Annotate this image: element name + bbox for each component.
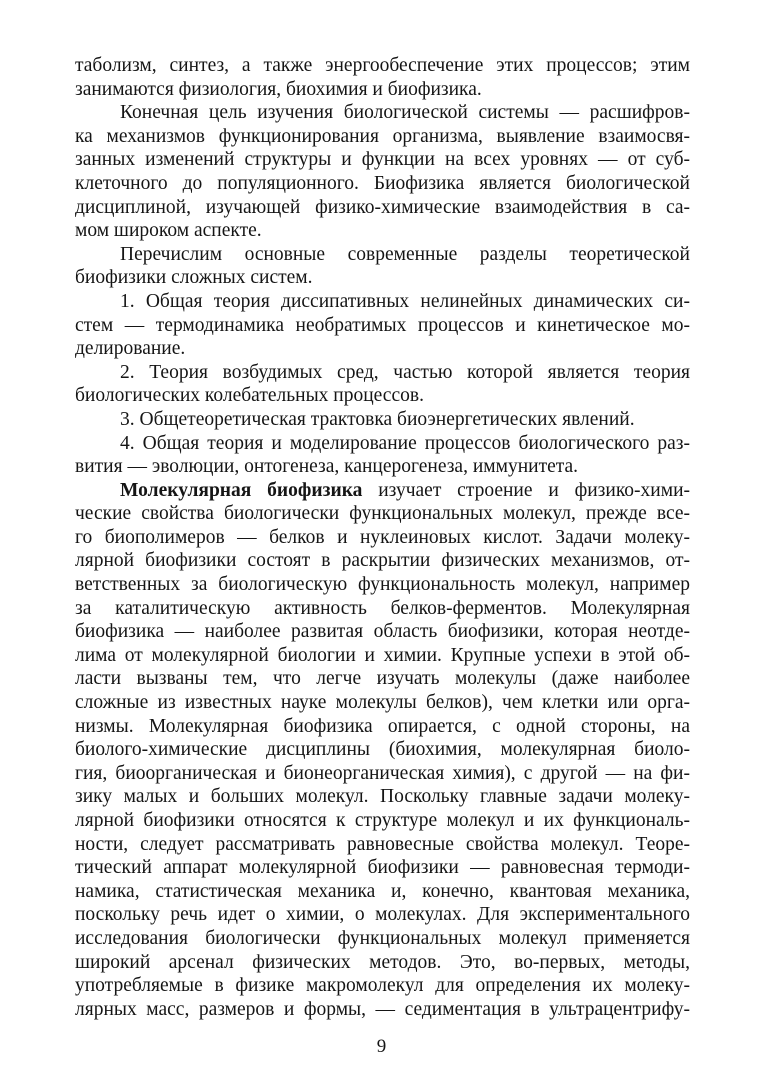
text-line: за каталитическую активность белков-ферментов. Молекулярная [75, 597, 690, 619]
text-line: вития — эволюции, онтогенеза, канцерогенеза, иммунитета. [75, 456, 579, 478]
text-line: биологических колебательных процессов. [75, 385, 424, 407]
paragraph-goal [75, 101, 690, 243]
text-line: биолого-химические дисциплины (биохимия, молекулярная биоло- [75, 739, 690, 761]
text-line: ветственных за биологическую функциональность молекул, например [75, 574, 690, 596]
text-line: ка механизмов функционирования организма, выявление взаимосвя- [75, 125, 690, 147]
text-line: 3. Общетеоретическая трактовка биоэнергетических явлений. [120, 408, 635, 430]
text-line: употребляемые в физике макромолекул для определения их молеку- [75, 975, 690, 997]
text-line: лярной биофизики состоят в раскрытии физических механизмов, от- [75, 550, 690, 572]
text-line: мом широком аспекте. [75, 220, 262, 242]
text-line: 4. Общая теория и моделирование процессов биологического раз- [120, 432, 690, 454]
text-line: го биополимеров — белков и нуклеиновых кислот. Задачи молеку- [75, 526, 690, 548]
text-line: широкий арсенал физических методов. Это, во-первых, методы, [75, 951, 690, 973]
text-line: намика, статистическая механика и, конечно, квантовая механика, [75, 880, 690, 902]
bold-term: Молекулярная биофизика [120, 479, 363, 501]
text-line: дисциплиной, изучающей физико-химические взаимодействия в са- [75, 196, 690, 218]
text-line: стем — термодинамика необратимых процессов и кинетическое мо- [75, 314, 690, 336]
text-line-rest: изучает строение и физико-хими- [378, 479, 691, 501]
text-line: гия, биоорганическая и бионеорганическая химия), с другой — на фи- [75, 762, 690, 784]
text-line: исследования биологически функциональных молекул применяется [75, 927, 690, 949]
paragraph-sections-intro [75, 243, 690, 290]
paragraph-molecular-biophysics [75, 479, 690, 1022]
text-line: клеточного до популяционного. Биофизика является биологической [75, 172, 690, 194]
text-line: Конечная цель изучения биологической системы — расшифров- [120, 102, 690, 124]
text-line: ласти вызваны тем, что легче изучать молекулы (даже наиболее [75, 668, 690, 690]
text-line: ческие свойства биологически функциональных молекул, прежде все- [75, 503, 690, 525]
text-line: зику малых и больших молекул. Поскольку главные задачи молеку- [75, 786, 690, 808]
text-line: лярной биофизики относятся к структуре молекул и их функциональ- [75, 810, 690, 831]
text-line: биофизика — наиболее развитая область биофизики, которая неотде- [75, 621, 690, 643]
text-line: низмы. Молекулярная биофизика опирается, с одной стороны, на [75, 715, 690, 737]
text-line: 2. Теория возбудимых сред, частью которой является теория [120, 361, 690, 383]
list-item-4 [75, 432, 690, 479]
page-number: 9 [376, 1036, 387, 1057]
text-line: сложные из известных науке молекулы белков), чем клетки или орга- [75, 692, 690, 714]
text-line: тический аппарат молекулярной биофизики — равновесная термоди- [75, 857, 690, 879]
list-item-1 [75, 290, 690, 361]
text-line: ности, следует рассматривать равновесные свойства молекул. Теоре- [75, 833, 690, 855]
text-line: занимаются физиология, биохимия и биофизика. [75, 78, 482, 100]
text-line: биофизики сложных систем. [75, 267, 313, 289]
text-line: поскольку речь идет о химии, о молекулах. Для экспериментального [75, 904, 690, 926]
paragraph-continuation [75, 54, 690, 101]
text-line: занных изменений структуры и функции на всех уровнях — от суб- [75, 149, 690, 171]
text-line [75, 479, 690, 503]
text-line: лярных масс, размеров и формы, — седиментация в ультрацентрифу- [75, 998, 690, 1020]
text-line: лима от молекулярной биологии и химии. Крупные успехи в этой об- [75, 644, 690, 666]
text-line: 1. Общая теория диссипативных нелинейных динамических си- [120, 290, 690, 312]
text-line: таболизм, синтез, а также энергообеспечение этих процессов; этим [75, 55, 690, 76]
list-item-3 [75, 408, 690, 432]
text-line: Перечислим основные современные разделы теоретической [120, 243, 690, 265]
list-item-2 [75, 361, 690, 408]
text-line: делирование. [75, 338, 186, 360]
page-body [75, 54, 690, 1021]
